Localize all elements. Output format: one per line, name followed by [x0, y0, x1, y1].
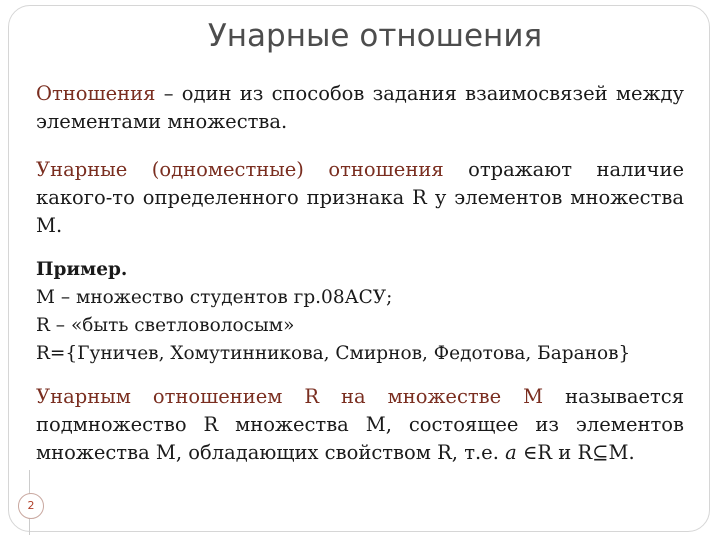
- slide-number-badge: 2: [18, 493, 44, 519]
- example-line: R={Гуничев, Хомутинникова, Смирнов, Федотова, Баранов}: [36, 343, 631, 364]
- slide-title: Унарные отношения: [207, 18, 543, 54]
- example-block: [36, 256, 684, 368]
- paragraph-unary-relation-definition: [36, 383, 684, 467]
- example-line: М – множество студентов гр.08АСУ;: [36, 287, 393, 308]
- paragraph-text: отражают наличие какого-то определенного признака R у элементов множества М.: [36, 158, 684, 237]
- paragraph-text-tail: ∈R и R⊆M.: [516, 441, 635, 464]
- example-heading: Пример.: [36, 259, 128, 280]
- term-relations: Отношения: [36, 82, 156, 105]
- term-unary-relation: Унарным отношением R на множестве М: [36, 385, 544, 408]
- variable-a: a: [505, 441, 517, 464]
- paragraph-text: называется подмножество R множества М, состоящее из элементов множества М, обладающих свойством R, т.е.: [36, 385, 685, 464]
- paragraph-unary-relations: [36, 156, 684, 240]
- paragraph-relations-definition: [36, 80, 684, 136]
- term-unary-relations: Унарные (одноместные) отношения: [36, 158, 444, 181]
- example-line: R – «быть светловолосым»: [36, 315, 295, 336]
- paragraph-text: – один из способов задания взаимосвязей между элементами множества.: [36, 82, 684, 133]
